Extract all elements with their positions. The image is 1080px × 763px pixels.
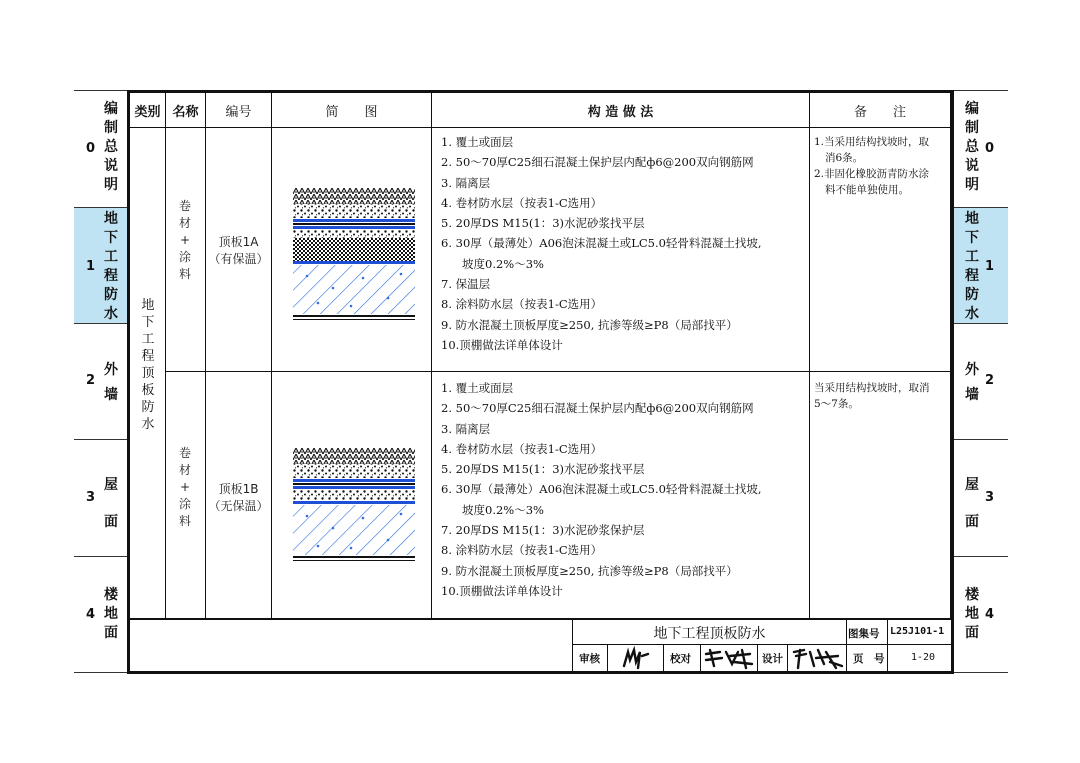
construction-step: 9. 防水混凝土顶板厚度≥250, 抗渗等级≥P8（局部找平） <box>441 317 738 332</box>
side-tab-label: 外 墙 <box>104 362 118 403</box>
side-tab-label: 地 下 工 程 防 水 <box>965 211 979 322</box>
construction-step: 坡度0.2%～3% <box>462 502 544 517</box>
row1-name: 卷 材 + 涂 料 <box>178 199 191 281</box>
construction-step: 10.顶棚做法详单体设计 <box>441 337 563 352</box>
grid-line <box>130 618 951 620</box>
row2-remarks: 当采用结构找坡时，取消 5～7条。 <box>814 382 930 410</box>
row2-construction-steps <box>441 378 762 601</box>
construction-step: 2. 50～70厚C25细石混凝土保护层内配ф6@200双向钢筋网 <box>441 401 754 416</box>
title-block-line <box>607 644 608 671</box>
side-tab-num: 0 <box>86 141 96 156</box>
side-tab-num: 4 <box>984 607 994 622</box>
side-tab-0[interactable] <box>954 90 1008 207</box>
title-block-line <box>757 644 758 671</box>
construction-step: 1. 覆土或面层 <box>441 381 514 395</box>
grid-line <box>165 371 951 372</box>
category-label: 地 下 工 程 顶 板 防 水 <box>141 298 155 432</box>
row1-remarks: 1.当采用结构找坡时，取 消6条。 2.非固化橡胶沥青防水涂 料不能单独使用。 <box>814 136 930 196</box>
construction-step: 1. 覆土或面层 <box>441 135 514 149</box>
side-tab-num: 1 <box>984 259 994 274</box>
title-block-line <box>663 644 664 671</box>
side-tab-label: 地 下 工 程 防 水 <box>104 211 118 322</box>
header-remarks: 备 注 <box>853 104 906 120</box>
side-divider <box>954 672 1008 673</box>
grid-line <box>950 93 951 618</box>
construction-step: 7. 保温层 <box>441 277 491 292</box>
side-tab-4[interactable] <box>74 556 128 673</box>
side-tab-num: 3 <box>984 490 994 505</box>
drawing-title: 地下工程顶板防水 <box>653 626 766 642</box>
side-tab-label: 编 制 总 说 明 <box>104 101 118 193</box>
construction-step: 4. 卷材防水层（按表1-C选用） <box>441 195 603 210</box>
side-tab-4[interactable] <box>954 556 1008 673</box>
construction-step: 5. 20厚DS M15(1：3)水泥砂浆找平层 <box>441 216 645 231</box>
side-tab-num: 4 <box>86 607 96 622</box>
side-tab-label: 外 墙 <box>965 362 979 403</box>
title-block-line <box>846 620 847 671</box>
side-tab-num: 0 <box>984 141 994 156</box>
design-label: 设计 <box>762 653 783 665</box>
grid-line <box>130 127 951 128</box>
construction-step: 2. 50～70厚C25细石混凝土保护层内配ф6@200双向钢筋网 <box>441 155 754 170</box>
grid-line <box>165 93 166 618</box>
title-block-line <box>787 644 788 671</box>
side-tab-label: 楼 地 面 <box>965 587 979 641</box>
side-tab-2[interactable] <box>954 323 1008 439</box>
construction-step: 3. 隔离层 <box>441 421 491 436</box>
page-label: 页 号 <box>853 653 885 665</box>
check-label: 校对 <box>670 653 691 665</box>
row2-section-diagram <box>293 448 415 563</box>
side-tab-3[interactable] <box>954 439 1008 556</box>
header-method: 构 造 做 法 <box>587 104 654 120</box>
review-signature <box>618 646 656 670</box>
row2-code: 顶板1B （无保温） <box>208 482 269 513</box>
construction-step: 6. 30厚（最薄处）A06泡沫混凝土或LC5.0轻骨料混凝土找坡, <box>441 482 762 497</box>
side-tab-2[interactable] <box>74 323 128 439</box>
side-tab-1[interactable] <box>954 207 1008 323</box>
page-number: 1-20 <box>911 652 936 663</box>
title-block-line <box>887 620 888 671</box>
title-block-line <box>572 644 951 645</box>
drawing-sheet <box>127 90 954 674</box>
construction-step: 3. 隔离层 <box>441 175 491 190</box>
row1-construction-steps <box>441 132 762 355</box>
grid-line <box>205 93 206 618</box>
construction-step: 10.顶棚做法详单体设计 <box>441 583 563 598</box>
construction-step: 9. 防水混凝土顶板厚度≥250, 抗渗等级≥P8（局部找平） <box>441 563 738 578</box>
row2-name: 卷 材 + 涂 料 <box>178 446 191 528</box>
side-tab-0[interactable] <box>74 90 128 207</box>
header-code: 编号 <box>225 104 252 120</box>
title-block-line <box>700 644 701 671</box>
side-tab-label: 编 制 总 说 明 <box>965 101 979 193</box>
design-signature <box>790 646 844 670</box>
construction-step: 坡度0.2%～3% <box>462 256 544 271</box>
atlas-number: L25J101-1 <box>890 626 945 637</box>
side-tab-1[interactable] <box>74 207 128 323</box>
construction-step: 6. 30厚（最薄处）A06泡沫混凝土或LC5.0轻骨料混凝土找坡, <box>441 236 762 251</box>
side-tab-num: 2 <box>86 373 96 388</box>
header-name: 名称 <box>172 104 199 120</box>
construction-step: 5. 20厚DS M15(1：3)水泥砂浆找平层 <box>441 462 645 477</box>
grid-line <box>271 93 272 618</box>
side-tab-num: 2 <box>984 373 994 388</box>
side-tab-label: 屋 面 <box>965 477 979 530</box>
grid-line <box>809 93 810 618</box>
construction-step: 8. 涂料防水层（按表1-C选用） <box>441 543 603 558</box>
construction-step: 7. 20厚DS M15(1：3)水泥砂浆保护层 <box>441 523 645 538</box>
construction-step: 8. 涂料防水层（按表1-C选用） <box>441 297 603 312</box>
side-tab-label: 屋 面 <box>104 477 118 530</box>
grid-line <box>431 93 432 618</box>
construction-step: 4. 卷材防水层（按表1-C选用） <box>441 441 603 456</box>
check-signature <box>702 646 756 670</box>
side-divider <box>74 672 128 673</box>
header-diagram: 简 图 <box>325 104 378 120</box>
header-category: 类别 <box>134 104 161 120</box>
atlas-label: 图集号 <box>848 628 880 640</box>
row1-code: 顶板1A （有保温） <box>208 235 269 266</box>
side-tab-3[interactable] <box>74 439 128 556</box>
row1-section-diagram <box>293 188 415 323</box>
side-tab-label: 楼 地 面 <box>104 587 118 641</box>
side-tab-num: 1 <box>86 259 96 274</box>
review-label: 审核 <box>579 653 600 665</box>
side-tab-num: 3 <box>86 490 96 505</box>
